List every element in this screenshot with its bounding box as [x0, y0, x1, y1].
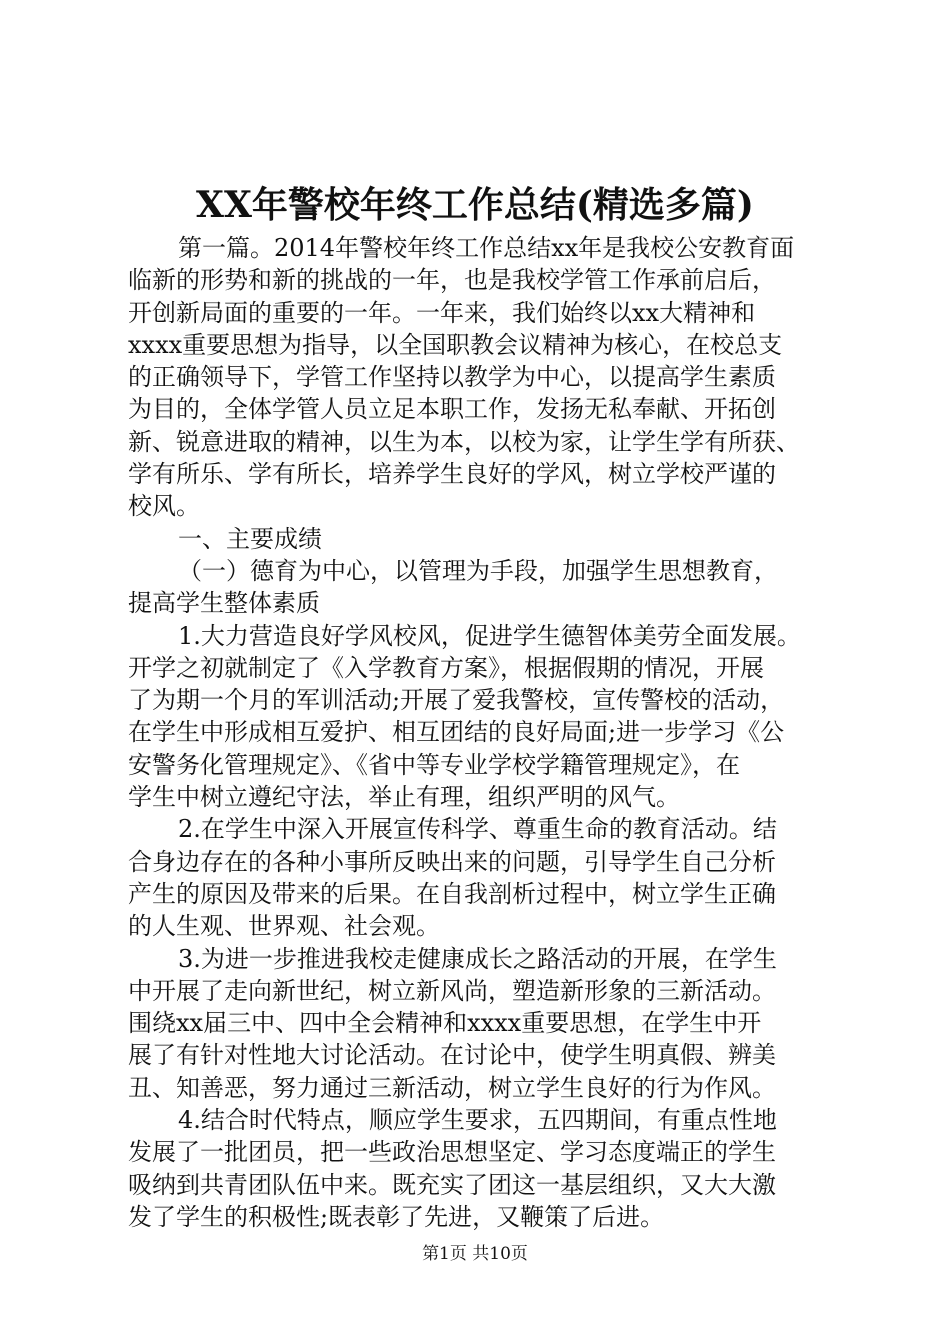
paragraph-line: 发展了一批团员，把一些政治思想坚定、学习态度端正的学生 [128, 1138, 776, 1167]
paragraph-line: xxxx重要思想为指导，以全国职教会议精神为核心，在校总支 [128, 330, 783, 359]
paragraph-line: 在学生中形成相互爱护、相互团结的良好局面;进一步学习《公 [128, 718, 785, 747]
paragraph-line: 4.结合时代特点，顺应学生要求，五四期间，有重点性地 [178, 1106, 777, 1135]
paragraph-line: 2.在学生中深入开展宣传科学、尊重生命的教育活动。结 [178, 815, 777, 844]
section-heading: 一、主要成绩 [178, 524, 322, 553]
paragraph-line: 展了有针对性地大讨论活动。在讨论中，使学生明真假、辨美 [128, 1041, 776, 1070]
paragraph-line: 1.大力营造良好学风校风，促进学生德智体美劳全面发展。 [178, 621, 801, 650]
subsection-heading: 提高学生整体素质 [128, 589, 320, 618]
paragraph-line: 的人生观、世界观、社会观。 [128, 912, 440, 941]
paragraph-line: 丑、知善恶，努力通过三新活动，树立学生良好的行为作风。 [128, 1073, 776, 1102]
paragraph-line: 校风。 [128, 492, 200, 521]
page-footer: 第1页 共10页 [422, 1244, 528, 1264]
document-title: XX年警校年终工作总结(精选多篇) [196, 184, 754, 226]
paragraph-line: 学有所乐、学有所长，培养学生良好的学风，树立学校严谨的 [128, 460, 776, 489]
paragraph-line: 3.为进一步推进我校走健康成长之路活动的开展，在学生 [178, 944, 777, 973]
paragraph-line: 安警务化管理规定》、《省中等专业学校学籍管理规定》，在 [128, 750, 740, 779]
paragraph-line: 发了学生的积极性;既表彰了先进，又鞭策了后进。 [128, 1202, 665, 1231]
paragraph-line: 合身边存在的各种小事所反映出来的问题，引导学生自己分析 [128, 847, 776, 876]
paragraph-line: 第一篇。2014年警校年终工作总结xx年是我校公安教育面 [178, 234, 795, 262]
paragraph-line: 围绕xx届三中、四中全会精神和xxxx重要思想，在学生中开 [128, 1009, 762, 1038]
paragraph-line: 学生中树立遵纪守法，举止有理，组织严明的风气。 [128, 783, 680, 812]
paragraph-line: 开学之初就制定了《入学教育方案》，根据假期的情况，开展 [128, 653, 764, 682]
paragraph-line: 开创新局面的重要的一年。一年来，我们始终以xx大精神和 [128, 298, 756, 327]
paragraph-line: 新、锐意进取的精神，以生为本，以校为家，让学生学有所获、 [128, 427, 800, 456]
paragraph-line: 了为期一个月的军训活动;开展了爱我警校，宣传警校的活动， [128, 686, 785, 715]
paragraph-line: 吸纳到共青团队伍中来。既充实了团这一基层组织，又大大激 [128, 1170, 776, 1199]
paragraph-line: 临新的形势和新的挑战的一年，也是我校学管工作承前启后， [128, 266, 776, 295]
paragraph-line: 为目的，全体学管人员立足本职工作，发扬无私奉献、开拓创 [128, 395, 776, 424]
document-body [128, 232, 830, 1233]
subsection-heading: （一）德育为中心，以管理为手段，加强学生思想教育， [178, 556, 778, 585]
paragraph-line: 中开展了走向新世纪，树立新风尚，塑造新形象的三新活动。 [128, 976, 776, 1005]
paragraph-line: 的正确领导下，学管工作坚持以教学为中心，以提高学生素质 [128, 363, 776, 392]
paragraph-line: 产生的原因及带来的后果。在自我剖析过程中，树立学生正确 [128, 879, 776, 908]
